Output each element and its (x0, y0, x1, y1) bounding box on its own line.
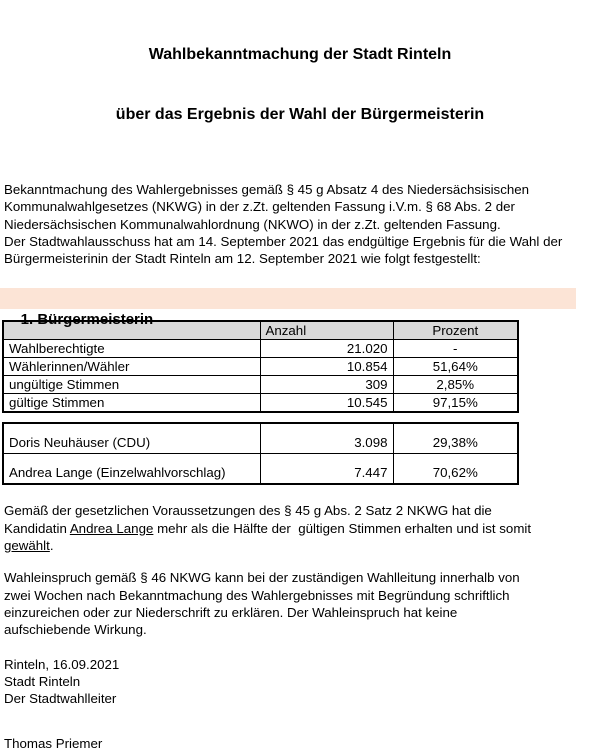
candidate-votes: 3.098 (260, 423, 393, 454)
table-row (3, 376, 518, 394)
objection-line-3: einzureichen oder zur Niederschrift zu erklären. Der Wahleinspruch hat keine (4, 604, 458, 620)
results-header-anzahl: Anzahl (260, 321, 393, 340)
result-line-3-suffix: . (49, 538, 54, 554)
intro-line-2: Kommunalwahlgesetzes (NKWG) in der z.Zt. geltenden Fassung i.V.m. § 68 Abs. 2 der (4, 199, 515, 215)
objection-paragraph (4, 569, 596, 638)
section-heading-band (0, 288, 576, 329)
table-row (3, 358, 518, 376)
objection-line-4: aufschiebende Wirkung. (4, 622, 147, 638)
row-anzahl: 21.020 (260, 340, 393, 358)
row-anzahl: 10.854 (260, 358, 393, 376)
candidate-percent: 29,38% (393, 423, 518, 454)
objection-line-2: zwei Wochen nach Bekanntmachung des Wahlergebnisses mit Begründung schriftlich (4, 587, 510, 603)
objection-line-1: Wahleinspruch gemäß § 46 NKWG kann bei der zuständigen Wahlleitung innerhalb von (4, 570, 520, 586)
signature-block (4, 656, 596, 753)
candidate-name-underlined: Andrea Lange (69, 520, 154, 536)
row-label: gültige Stimmen (3, 394, 260, 413)
intro-paragraph (4, 181, 596, 267)
candidate-percent: 70,62% (393, 454, 518, 485)
title-line-1: Wahlbekanntmachung der Stadt Rinteln (148, 46, 452, 63)
document-title (0, 0, 600, 165)
row-label: Wählerinnen/Wähler (3, 358, 260, 376)
footer-role: Der Stadtwahlleiter (4, 691, 117, 707)
table-row (3, 394, 518, 413)
result-line-2-suffix: mehr als die Hälfte der gültigen Stimmen erhalten und ist somit (153, 520, 532, 536)
intro-line-3: Niedersächsischen Kommunalwahlordnung (NKWO) in der z.Zt. geltenden Fassung. (4, 216, 501, 232)
row-anzahl: 309 (260, 376, 393, 394)
candidate-row (3, 423, 518, 454)
footer-place-date: Rinteln, 16.09.2021 (4, 656, 120, 672)
row-label: Wahlberechtigte (3, 340, 260, 358)
row-prozent: 2,85% (393, 376, 518, 394)
result-paragraph (4, 502, 596, 554)
candidates-table (2, 422, 519, 485)
candidate-name: Doris Neuhäuser (CDU) (3, 423, 260, 454)
title-line-2: über das Ergebnis der Wahl der Bürgermeisterin (115, 106, 485, 123)
intro-line-1: Bekanntmachung des Wahlergebnisses gemäß § 45 g Absatz 4 des Niedersächsisischen (4, 182, 530, 197)
candidate-name: Andrea Lange (Einzelwahlvorschlag) (3, 454, 260, 485)
intro-line-4: Der Stadtwahlausschuss hat am 14. September 2021 das endgültige Ergebnis für die Wahl der (4, 233, 563, 249)
row-prozent: - (393, 340, 518, 358)
footer-organization: Stadt Rinteln (4, 673, 81, 689)
result-line-1: Gemäß der gesetzlichen Voraussetzungen des § 45 g Abs. 2 Satz 2 NKWG hat die (4, 503, 492, 519)
result-line-2 (4, 520, 596, 537)
row-anzahl: 10.545 (260, 394, 393, 413)
footer-signature: Thomas Priemer (4, 736, 103, 752)
result-line-3 (4, 537, 596, 554)
row-prozent: 97,15% (393, 394, 518, 413)
table-row (3, 340, 518, 358)
row-prozent: 51,64% (393, 358, 518, 376)
candidate-row (3, 454, 518, 485)
candidate-votes: 7.447 (260, 454, 393, 485)
results-table (2, 320, 519, 413)
row-label: ungültige Stimmen (3, 376, 260, 394)
result-line-2-prefix: Kandidatin (4, 520, 70, 536)
results-header-prozent: Prozent (393, 321, 518, 340)
elected-word-underlined: gewählt (4, 538, 50, 554)
section-heading-text: 1. Bürgermeisterin (20, 311, 154, 329)
intro-line-5: Bürgermeisterinin der Stadt Rinteln am 12. September 2021 wie folgt festgestellt: (4, 251, 481, 267)
